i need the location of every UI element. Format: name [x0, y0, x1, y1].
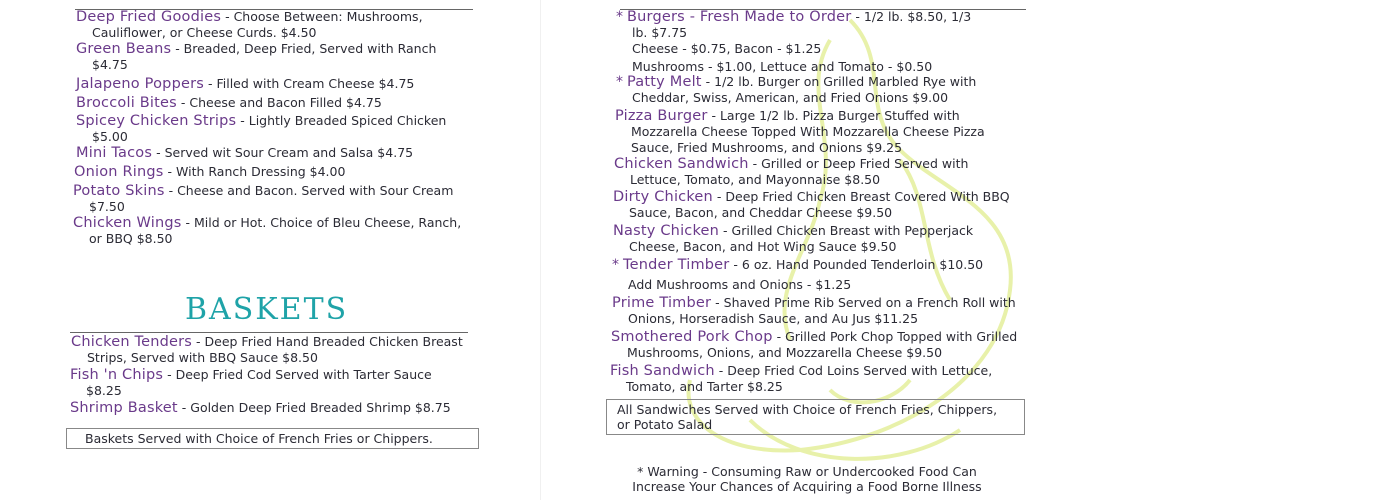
blank-margin	[1090, 0, 1400, 500]
item-desc: - Choose Between: Mushrooms,	[221, 9, 423, 24]
item-name: Tender Timber	[623, 257, 730, 273]
item-name: Prime Timber	[612, 295, 712, 311]
item-desc-cont: Lettuce, Tomato, and Mayonnaise $8.50	[630, 172, 881, 187]
item-desc: - 1/2 lb. Burger on Grilled Marbled Rye with	[701, 74, 977, 89]
item-desc: - Mild or Hot. Choice of Bleu Cheese, Ranch,	[181, 215, 462, 230]
item-desc: - 1/2 lb. $8.50, 1/3	[851, 9, 972, 24]
item-desc-cont: $8.25	[86, 383, 122, 398]
menu-item-patty-melt	[616, 74, 976, 106]
item-desc-cont: Mushrooms, Onions, and Mozzarella Cheese $9.50	[627, 345, 943, 360]
item-desc-cont: Onions, Horseradish Sauce, and Au Jus $11.25	[628, 311, 919, 326]
item-name: Mini Tacos	[76, 145, 153, 161]
item-name: Onion Rings	[74, 164, 164, 180]
item-desc: - Cheese and Bacon. Served with Sour Cream	[164, 183, 454, 198]
item-desc: - Large 1/2 lb. Pizza Burger Stuffed with	[707, 108, 960, 123]
menu-item-pizza-burger	[615, 108, 985, 156]
food-safety-warning	[612, 464, 1002, 494]
item-name: Smothered Pork Chop	[611, 329, 773, 345]
item-name: Pizza Burger	[615, 108, 708, 124]
item-desc-cont: Sauce, Bacon, and Cheddar Cheese $9.50	[629, 205, 893, 220]
item-desc: - Lightly Breaded Spiced Chicken	[236, 113, 447, 128]
item-desc-cont: Cheese, Bacon, and Hot Wing Sauce $9.50	[629, 239, 897, 254]
baskets-heading: BASKETS	[185, 292, 349, 327]
item-desc-cont: lb. $7.75	[632, 25, 688, 40]
item-desc: - With Ranch Dressing $4.00	[163, 164, 346, 179]
item-desc-cont: Cheddar, Swiss, American, and Fried Onions $9.00	[632, 90, 949, 105]
item-desc-cont: Strips, Served with BBQ Sauce $8.50	[87, 350, 318, 365]
menu-item-shrimp-basket	[70, 400, 451, 416]
baskets-note: Baskets Served with Choice of French Fries or Chippers.	[66, 428, 479, 449]
item-desc: - 6 oz. Hand Pounded Tenderloin $10.50	[729, 257, 984, 272]
item-name: Chicken Sandwich	[614, 156, 749, 172]
item-name: Patty Melt	[627, 74, 702, 90]
left-menu-page	[0, 0, 541, 500]
item-desc: - Grilled Pork Chop Topped with Grilled	[772, 329, 1018, 344]
item-desc: - Deep Fried Chicken Breast Covered With BBQ	[712, 189, 1010, 204]
menu-item-green-beans	[76, 41, 436, 73]
item-name: Spicey Chicken Strips	[76, 113, 237, 129]
raw-food-asterisk: *	[616, 74, 623, 90]
menu-item-potato-skins	[73, 183, 453, 215]
warning-line-2: Increase Your Chances of Acquiring a Food Borne Illness	[632, 479, 982, 494]
item-desc: - Cheese and Bacon Filled $4.75	[176, 95, 382, 110]
item-name: Chicken Tenders	[71, 334, 193, 350]
item-desc-cont: $7.50	[89, 199, 125, 214]
menu-item-prime-timber	[612, 295, 1016, 327]
item-desc-cont: $4.75	[92, 57, 128, 72]
item-desc: - Deep Fried Hand Breaded Chicken Breast	[192, 334, 463, 349]
item-name: Deep Fried Goodies	[76, 9, 222, 25]
sandwich-note-line-1: All Sandwiches Served with Choice of French Fries, Chippers,	[617, 402, 998, 417]
sandwich-note	[606, 399, 1025, 435]
menu-item-chicken-sandwich	[614, 156, 968, 188]
item-desc-cont: Mozzarella Cheese Topped With Mozzarella Cheese Pizza	[631, 124, 985, 139]
burger-addons-1: Cheese - $0.75, Bacon - $1.25	[632, 41, 822, 56]
item-desc: - Golden Deep Fried Breaded Shrimp $8.75	[177, 400, 451, 415]
menu-item-mini-tacos	[76, 145, 413, 161]
menu-item-jalapeno-poppers	[76, 76, 414, 92]
item-desc: - Deep Fried Cod Served with Tarter Sauce	[163, 367, 432, 382]
menu-item-chicken-tenders	[71, 334, 463, 366]
item-name: Broccoli Bites	[76, 95, 177, 111]
raw-food-asterisk: *	[612, 257, 619, 273]
menu-item-tender-timber	[612, 257, 983, 273]
item-desc: - Breaded, Deep Fried, Served with Ranch	[171, 41, 437, 56]
item-desc-cont: Cauliflower, or Cheese Curds. $4.50	[92, 25, 317, 40]
item-desc: - Filled with Cream Cheese $4.75	[204, 76, 415, 91]
item-name: Nasty Chicken	[613, 223, 720, 239]
item-desc-cont: $5.00	[92, 129, 128, 144]
item-desc-cont-2: Sauce, Fried Mushrooms, and Onions $9.25	[631, 140, 903, 155]
item-name: Chicken Wings	[73, 215, 182, 231]
menu-item-onion-rings	[74, 164, 345, 180]
menu-item-burgers	[616, 9, 1026, 41]
item-name: Jalapeno Poppers	[76, 76, 205, 92]
menu-item-spicey-chicken-strips	[76, 113, 446, 145]
item-name: Burgers - Fresh Made to Order	[627, 9, 852, 25]
item-name: Shrimp Basket	[70, 400, 178, 416]
menu-item-chicken-wings	[73, 215, 461, 247]
baskets-rule	[70, 332, 468, 333]
burger-addons-2: Mushrooms - $1.00, Lettuce and Tomato - $0.50	[632, 59, 933, 74]
menu-item-dirty-chicken	[613, 189, 1010, 221]
item-desc: - Grilled or Deep Fried Served with	[748, 156, 969, 171]
item-name: Potato Skins	[73, 183, 165, 199]
menu-item-fish-n-chips	[70, 367, 432, 399]
menu-item-deep-fried-goodies	[76, 9, 423, 41]
menu-item-broccoli-bites	[76, 95, 382, 111]
item-name: Fish Sandwich	[610, 363, 715, 379]
item-desc: - Grilled Chicken Breast with Pepperjack	[719, 223, 974, 238]
sandwich-note-line-2: or Potato Salad	[617, 417, 713, 432]
item-desc: - Served wit Sour Cream and Salsa $4.75	[152, 145, 414, 160]
menu-item-fish-sandwich	[610, 363, 992, 395]
raw-food-asterisk: *	[616, 9, 623, 25]
tender-timber-addon: Add Mushrooms and Onions - $1.25	[628, 277, 852, 292]
item-desc-cont: or BBQ $8.50	[89, 231, 173, 246]
item-desc-cont: Tomato, and Tarter $8.25	[626, 379, 783, 394]
item-desc: - Shaved Prime Rib Served on a French Roll with	[711, 295, 1016, 310]
item-desc: - Deep Fried Cod Loins Served with Lettuce,	[714, 363, 993, 378]
item-name: Dirty Chicken	[613, 189, 713, 205]
item-name: Fish 'n Chips	[70, 367, 164, 383]
warning-line-1: * Warning - Consuming Raw or Undercooked Food Can	[637, 464, 977, 479]
menu-item-smothered-pork-chop	[611, 329, 1017, 361]
item-name: Green Beans	[76, 41, 172, 57]
menu-item-nasty-chicken	[613, 223, 973, 255]
